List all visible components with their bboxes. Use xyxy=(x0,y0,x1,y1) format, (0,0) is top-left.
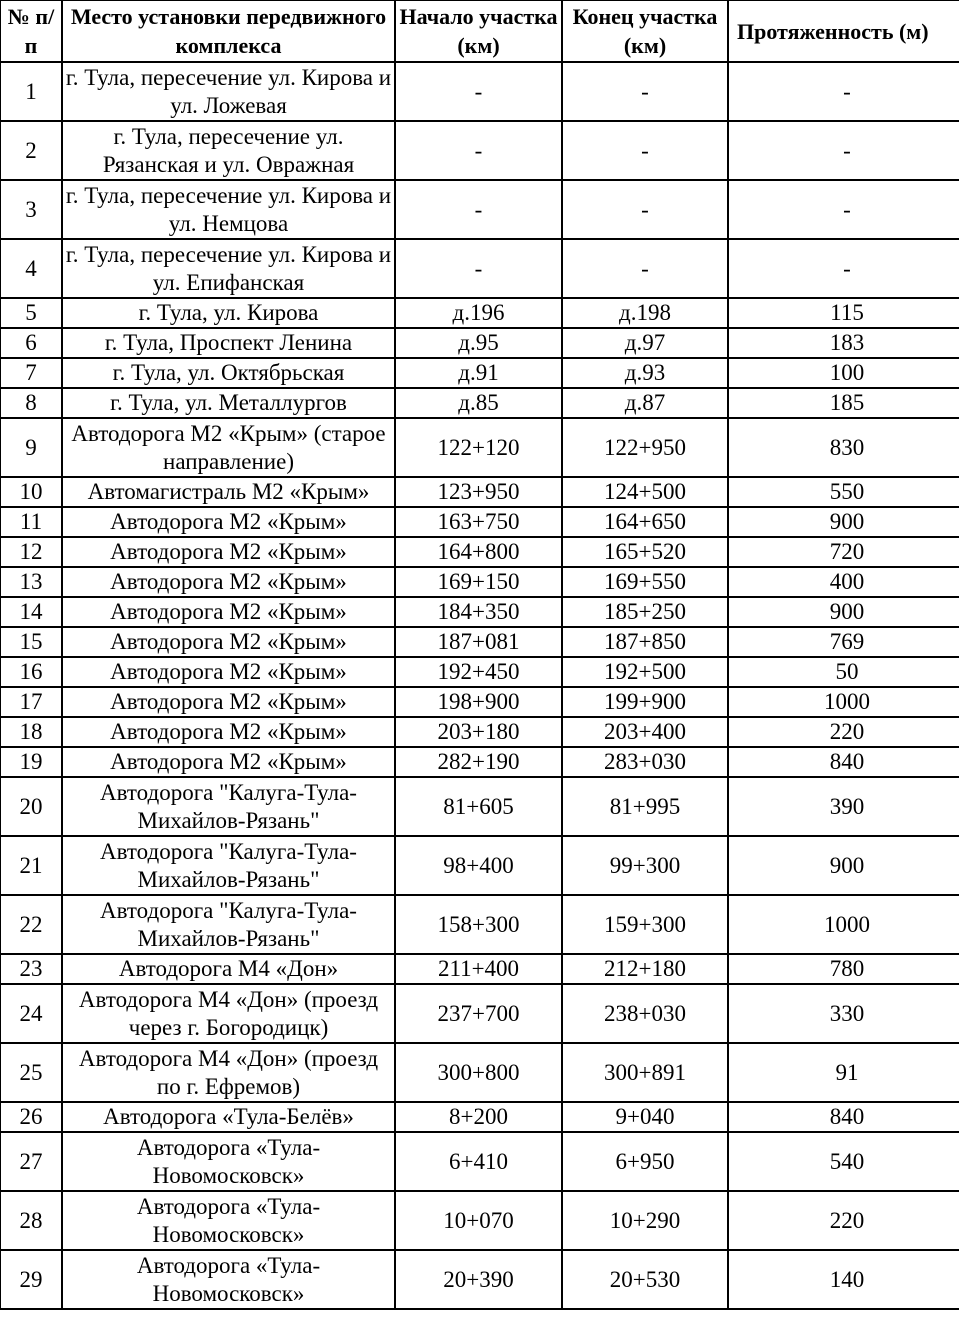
row-place-cell: Автодорога "Калуга-Тула-Михайлов-Рязань" xyxy=(62,836,395,895)
row-start-cell: 122+120 xyxy=(395,418,562,477)
row-number-cell: 26 xyxy=(0,1102,62,1132)
row-length-value: 550 xyxy=(829,479,865,504)
row-start-cell: д.95 xyxy=(395,328,562,358)
row-place-cell: Автодорога «Тула-Новомосковск» xyxy=(62,1250,395,1309)
row-length-value: 220 xyxy=(829,1207,865,1233)
row-start-cell: 203+180 xyxy=(395,717,562,747)
row-end-cell: 212+180 xyxy=(562,954,728,984)
header-start: Начало участка (км) xyxy=(395,0,562,62)
row-length-cell xyxy=(728,597,959,627)
row-length-value: 900 xyxy=(829,852,865,878)
row-start-cell: 158+300 xyxy=(395,895,562,954)
table-row xyxy=(0,747,959,777)
table-row xyxy=(0,121,959,180)
row-end-cell: 203+400 xyxy=(562,717,728,747)
row-length-value: 91 xyxy=(835,1059,859,1085)
row-place-cell: Автодорога «Тула-Новомосковск» xyxy=(62,1132,395,1191)
table-row xyxy=(0,1250,959,1309)
row-length-cell xyxy=(728,1132,959,1191)
row-length-cell xyxy=(728,239,959,298)
row-start-cell: 211+400 xyxy=(395,954,562,984)
row-place-cell: Автодорога «Тула-Белёв» xyxy=(62,1102,395,1132)
row-number-cell: 29 xyxy=(0,1250,62,1309)
row-place-cell: Автомагистраль М2 «Крым» xyxy=(62,477,395,507)
row-number-cell: 22 xyxy=(0,895,62,954)
row-number-cell: 7 xyxy=(0,358,62,388)
row-length-cell xyxy=(728,627,959,657)
row-length-value: 330 xyxy=(829,1000,865,1026)
row-place-cell: Автодорога "Калуга-Тула-Михайлов-Рязань" xyxy=(62,895,395,954)
row-length-cell xyxy=(728,717,959,747)
row-end-cell: 283+030 xyxy=(562,747,728,777)
row-length-value: 140 xyxy=(829,1266,865,1292)
row-place-cell: Автодорога М2 «Крым» xyxy=(62,507,395,537)
row-number-cell: 13 xyxy=(0,567,62,597)
row-length-cell xyxy=(728,777,959,836)
row-place-cell: Автодорога М2 «Крым» xyxy=(62,717,395,747)
row-length-value: 390 xyxy=(829,793,865,819)
row-place-cell: г. Тула, ул. Октябрьская xyxy=(62,358,395,388)
row-place-cell: г. Тула, ул. Металлургов xyxy=(62,388,395,418)
table-row xyxy=(0,836,959,895)
table-row xyxy=(0,777,959,836)
row-end-cell: 99+300 xyxy=(562,836,728,895)
row-place-cell: г. Тула, пересечение ул. Кирова и ул. Ложевая xyxy=(62,62,395,121)
row-number-cell: 5 xyxy=(0,298,62,328)
row-start-cell: 169+150 xyxy=(395,567,562,597)
table-row xyxy=(0,507,959,537)
row-length-value: 780 xyxy=(829,956,865,981)
row-length-value: 840 xyxy=(829,1104,865,1129)
row-length-cell xyxy=(728,298,959,328)
row-length-value: 540 xyxy=(829,1148,865,1174)
row-place-cell: Автодорога М4 «Дон» (проезд по г. Ефремов) xyxy=(62,1043,395,1102)
row-end-cell: 165+520 xyxy=(562,537,728,567)
table-row xyxy=(0,1102,959,1132)
table-row xyxy=(0,567,959,597)
row-number-cell: 17 xyxy=(0,687,62,717)
row-length-value: 840 xyxy=(829,749,865,774)
row-start-cell: 20+390 xyxy=(395,1250,562,1309)
row-place-cell: Автодорога М2 «Крым» xyxy=(62,627,395,657)
row-start-cell: 10+070 xyxy=(395,1191,562,1250)
row-place-cell: Автодорога М4 «Дон» (проезд через г. Богородицк) xyxy=(62,984,395,1043)
table-row xyxy=(0,328,959,358)
row-length-cell xyxy=(728,954,959,984)
row-length-cell xyxy=(728,895,959,954)
row-length-value: 100 xyxy=(829,360,865,385)
row-end-cell: 124+500 xyxy=(562,477,728,507)
row-number-cell: 3 xyxy=(0,180,62,239)
row-length-cell xyxy=(728,180,959,239)
row-start-cell: 184+350 xyxy=(395,597,562,627)
row-length-value: 400 xyxy=(829,569,865,594)
table-row xyxy=(0,298,959,328)
table-row xyxy=(0,418,959,477)
row-length-cell xyxy=(728,507,959,537)
row-place-cell: Автодорога М2 «Крым» xyxy=(62,537,395,567)
row-place-cell: Автодорога М2 «Крым» xyxy=(62,597,395,627)
row-end-cell: 169+550 xyxy=(562,567,728,597)
row-length-cell xyxy=(728,1250,959,1309)
row-length-value: 900 xyxy=(829,509,865,534)
row-place-cell: Автодорога М2 «Крым» (старое направление) xyxy=(62,418,395,477)
table-body xyxy=(0,62,959,1309)
row-number-cell: 14 xyxy=(0,597,62,627)
row-end-cell: 185+250 xyxy=(562,597,728,627)
row-length-cell xyxy=(728,984,959,1043)
table-row xyxy=(0,388,959,418)
row-end-cell: 159+300 xyxy=(562,895,728,954)
table-row xyxy=(0,895,959,954)
row-length-cell xyxy=(728,358,959,388)
row-end-cell: 300+891 xyxy=(562,1043,728,1102)
row-length-cell xyxy=(728,388,959,418)
row-place-cell: Автодорога "Калуга-Тула-Михайлов-Рязань" xyxy=(62,777,395,836)
row-end-cell: 10+290 xyxy=(562,1191,728,1250)
row-place-cell: г. Тула, ул. Кирова xyxy=(62,298,395,328)
row-length-cell xyxy=(728,567,959,597)
row-length-value: - xyxy=(843,137,851,163)
row-number-cell: 28 xyxy=(0,1191,62,1250)
row-length-value: - xyxy=(843,78,851,104)
row-place-cell: Автодорога М2 «Крым» xyxy=(62,747,395,777)
row-length-value: 220 xyxy=(829,719,865,744)
table-row xyxy=(0,477,959,507)
row-start-cell: 198+900 xyxy=(395,687,562,717)
row-number-cell: 18 xyxy=(0,717,62,747)
row-start-cell: д.85 xyxy=(395,388,562,418)
row-number-cell: 20 xyxy=(0,777,62,836)
row-length-value: 115 xyxy=(830,300,864,325)
row-place-cell: г. Тула, пересечение ул. Кирова и ул. Немцова xyxy=(62,180,395,239)
row-number-cell: 6 xyxy=(0,328,62,358)
table-row xyxy=(0,954,959,984)
row-start-cell: - xyxy=(395,62,562,121)
header-num: № п/п xyxy=(0,0,62,62)
row-place-cell: Автодорога М2 «Крым» xyxy=(62,567,395,597)
table-header-row xyxy=(0,0,959,62)
row-number-cell: 9 xyxy=(0,418,62,477)
row-start-cell: 282+190 xyxy=(395,747,562,777)
table-row xyxy=(0,358,959,388)
row-end-cell: 192+500 xyxy=(562,657,728,687)
row-end-cell: 20+530 xyxy=(562,1250,728,1309)
row-length-cell xyxy=(728,836,959,895)
row-length-cell xyxy=(728,1043,959,1102)
row-start-cell: 237+700 xyxy=(395,984,562,1043)
table-row xyxy=(0,984,959,1043)
row-length-cell xyxy=(728,1191,959,1250)
table-row xyxy=(0,657,959,687)
row-length-cell xyxy=(728,657,959,687)
row-number-cell: 11 xyxy=(0,507,62,537)
row-length-cell xyxy=(728,328,959,358)
row-end-cell: - xyxy=(562,62,728,121)
row-length-value: 900 xyxy=(829,599,865,624)
row-length-cell xyxy=(728,418,959,477)
table-row xyxy=(0,239,959,298)
row-start-cell: д.91 xyxy=(395,358,562,388)
row-place-cell: Автодорога «Тула-Новомосковск» xyxy=(62,1191,395,1250)
row-number-cell: 12 xyxy=(0,537,62,567)
row-start-cell: - xyxy=(395,180,562,239)
row-length-cell xyxy=(728,62,959,121)
row-start-cell: 6+410 xyxy=(395,1132,562,1191)
table-row xyxy=(0,687,959,717)
row-place-cell: г. Тула, пересечение ул. Рязанская и ул. Овражная xyxy=(62,121,395,180)
row-start-cell: 8+200 xyxy=(395,1102,562,1132)
row-number-cell: 4 xyxy=(0,239,62,298)
row-number-cell: 24 xyxy=(0,984,62,1043)
header-end: Конец участка (км) xyxy=(562,0,728,62)
row-end-cell: 122+950 xyxy=(562,418,728,477)
row-end-cell: 81+995 xyxy=(562,777,728,836)
row-end-cell: 187+850 xyxy=(562,627,728,657)
row-number-cell: 21 xyxy=(0,836,62,895)
row-number-cell: 23 xyxy=(0,954,62,984)
row-length-value: 769 xyxy=(829,629,865,654)
row-start-cell: 123+950 xyxy=(395,477,562,507)
row-length-value: 1000 xyxy=(824,689,870,714)
table-row xyxy=(0,62,959,121)
row-length-value: 185 xyxy=(829,390,865,415)
row-start-cell: 81+605 xyxy=(395,777,562,836)
row-number-cell: 8 xyxy=(0,388,62,418)
row-end-cell: - xyxy=(562,239,728,298)
row-length-value: 50 xyxy=(835,659,859,684)
table-row xyxy=(0,180,959,239)
table-row xyxy=(0,537,959,567)
row-start-cell: 98+400 xyxy=(395,836,562,895)
row-number-cell: 27 xyxy=(0,1132,62,1191)
row-length-value: 1000 xyxy=(824,911,870,937)
row-length-cell xyxy=(728,687,959,717)
row-end-cell: 199+900 xyxy=(562,687,728,717)
row-number-cell: 10 xyxy=(0,477,62,507)
row-length-cell xyxy=(728,747,959,777)
row-start-cell: - xyxy=(395,121,562,180)
table-row xyxy=(0,1043,959,1102)
table-row xyxy=(0,717,959,747)
row-place-cell: г. Тула, пересечение ул. Кирова и ул. Епифанская xyxy=(62,239,395,298)
row-end-cell: 238+030 xyxy=(562,984,728,1043)
row-number-cell: 19 xyxy=(0,747,62,777)
row-start-cell: 163+750 xyxy=(395,507,562,537)
table-row xyxy=(0,627,959,657)
table-row xyxy=(0,597,959,627)
header-length: Протяженность (м) xyxy=(728,0,959,62)
row-end-cell: 164+650 xyxy=(562,507,728,537)
row-number-cell: 25 xyxy=(0,1043,62,1102)
table-row xyxy=(0,1132,959,1191)
row-length-cell xyxy=(728,121,959,180)
row-place-cell: Автодорога М2 «Крым» xyxy=(62,687,395,717)
row-start-cell: д.196 xyxy=(395,298,562,328)
row-length-value: - xyxy=(843,255,851,281)
row-length-cell xyxy=(728,477,959,507)
table-row xyxy=(0,1191,959,1250)
row-end-cell: - xyxy=(562,180,728,239)
row-start-cell: - xyxy=(395,239,562,298)
row-end-cell: д.97 xyxy=(562,328,728,358)
row-end-cell: 6+950 xyxy=(562,1132,728,1191)
row-place-cell: г. Тула, Проспект Ленина xyxy=(62,328,395,358)
row-end-cell: д.87 xyxy=(562,388,728,418)
row-end-cell: д.93 xyxy=(562,358,728,388)
row-number-cell: 15 xyxy=(0,627,62,657)
row-start-cell: 164+800 xyxy=(395,537,562,567)
row-number-cell: 1 xyxy=(0,62,62,121)
row-length-value: 183 xyxy=(829,330,865,355)
row-end-cell: д.198 xyxy=(562,298,728,328)
row-length-cell xyxy=(728,1102,959,1132)
row-end-cell: 9+040 xyxy=(562,1102,728,1132)
row-end-cell: - xyxy=(562,121,728,180)
row-number-cell: 2 xyxy=(0,121,62,180)
row-length-cell xyxy=(728,537,959,567)
row-length-value: 720 xyxy=(829,539,865,564)
row-start-cell: 192+450 xyxy=(395,657,562,687)
row-start-cell: 187+081 xyxy=(395,627,562,657)
row-place-cell: Автодорога М2 «Крым» xyxy=(62,657,395,687)
row-length-value: 830 xyxy=(829,434,865,460)
row-number-cell: 16 xyxy=(0,657,62,687)
row-start-cell: 300+800 xyxy=(395,1043,562,1102)
header-place: Место установки передвижного комплекса xyxy=(62,0,395,62)
row-place-cell: Автодорога М4 «Дон» xyxy=(62,954,395,984)
row-length-value: - xyxy=(843,196,851,222)
